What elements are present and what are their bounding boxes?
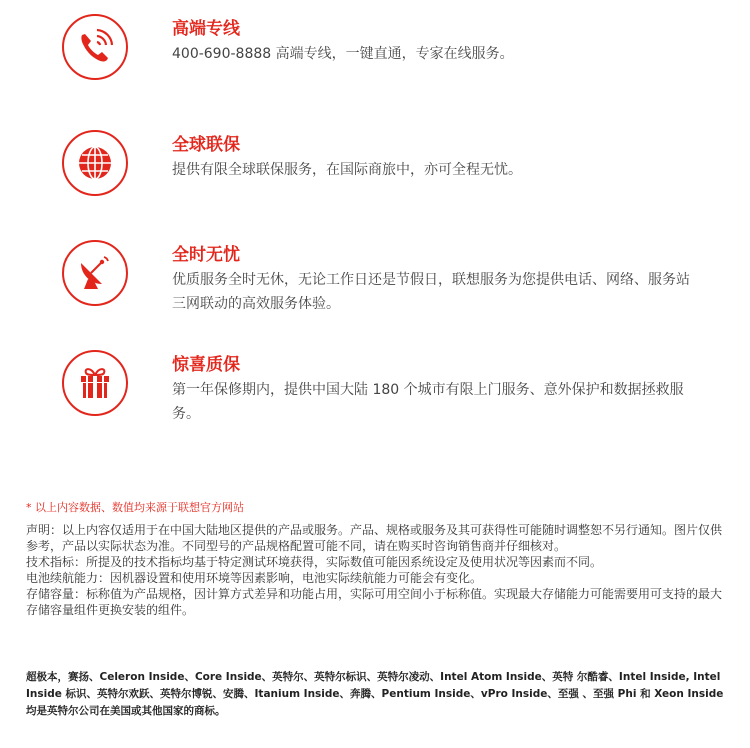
data-source-note: * 以上内容数据、数值均来源于联想官方网站 [26,501,244,514]
globe-icon-circle [62,130,128,196]
disclaimer-section [26,500,726,618]
feature-title: 高端专线 [172,19,240,39]
feature-title: 全时无忧 [172,245,240,265]
feature-desc: 400-690-8888 高端专线，一键直通，专家在线服务。 [172,46,514,62]
satellite-dish-icon-circle [62,240,128,306]
phone-icon-circle [62,14,128,80]
battery-note: 电池续航能力：因机器设置和使用环境等因素影响，电池实际续航能力可能会有变化。 [26,571,483,585]
feature-desc: 第一年保修期内，提供中国大陆 180 个城市有限上门服务、意外保护和数据拯救服务。 [172,382,684,422]
feature-desc: 提供有限全球联保服务，在国际商旅中，亦可全程无忧。 [172,162,522,178]
feature-title: 惊喜质保 [172,355,240,375]
satellite-dish-icon [73,251,117,295]
phone-icon [73,25,117,69]
storage-note: 存储容量：标称值为产品规格，因计算方式差异和功能占用，实际可用空间小于标称值。实现最大存储能力可能需要用可支持的最大存储容量组件更换安装的组件。 [26,587,723,617]
statement-note: 声明：以上内容仅适用于在中国大陆地区提供的产品或服务。产品、规格或服务及其可获得性可能随时调整恕不另行通知。图片仅供参考，产品以实际状态为准。不同型号的产品规格配置可能不同，请在购买时咨询销售商并仔细核对。 [26,523,723,553]
gift-icon [73,361,117,405]
tech-spec-note: 技术指标：所提及的技术指标均基于特定测试环境获得，实际数值可能因系统设定及使用状况等因素而不同。 [26,555,603,569]
gift-icon-circle [62,350,128,416]
globe-icon [73,141,117,185]
feature-desc: 优质服务全时无休，无论工作日还是节假日，联想服务为您提供电话、网络、服务站三网联动的高效服务体验。 [172,272,690,312]
trademark-note: 超极本，赛扬、Celeron Inside、Core Inside、英特尔、英特尔标识、英特尔凌动、Intel Atom Inside、英特 尔酷睿、Intel Inside, Intel Inside 标识、英特尔欢跃、英特尔博锐、安腾、Itanium Inside、奔腾、Pentium Inside、vPro Inside、至强 、至强 Phi 和 Xeon Inside 均是英特尔公司在美国或其他国家的商标。 [26,671,724,717]
feature-title: 全球联保 [172,135,240,155]
